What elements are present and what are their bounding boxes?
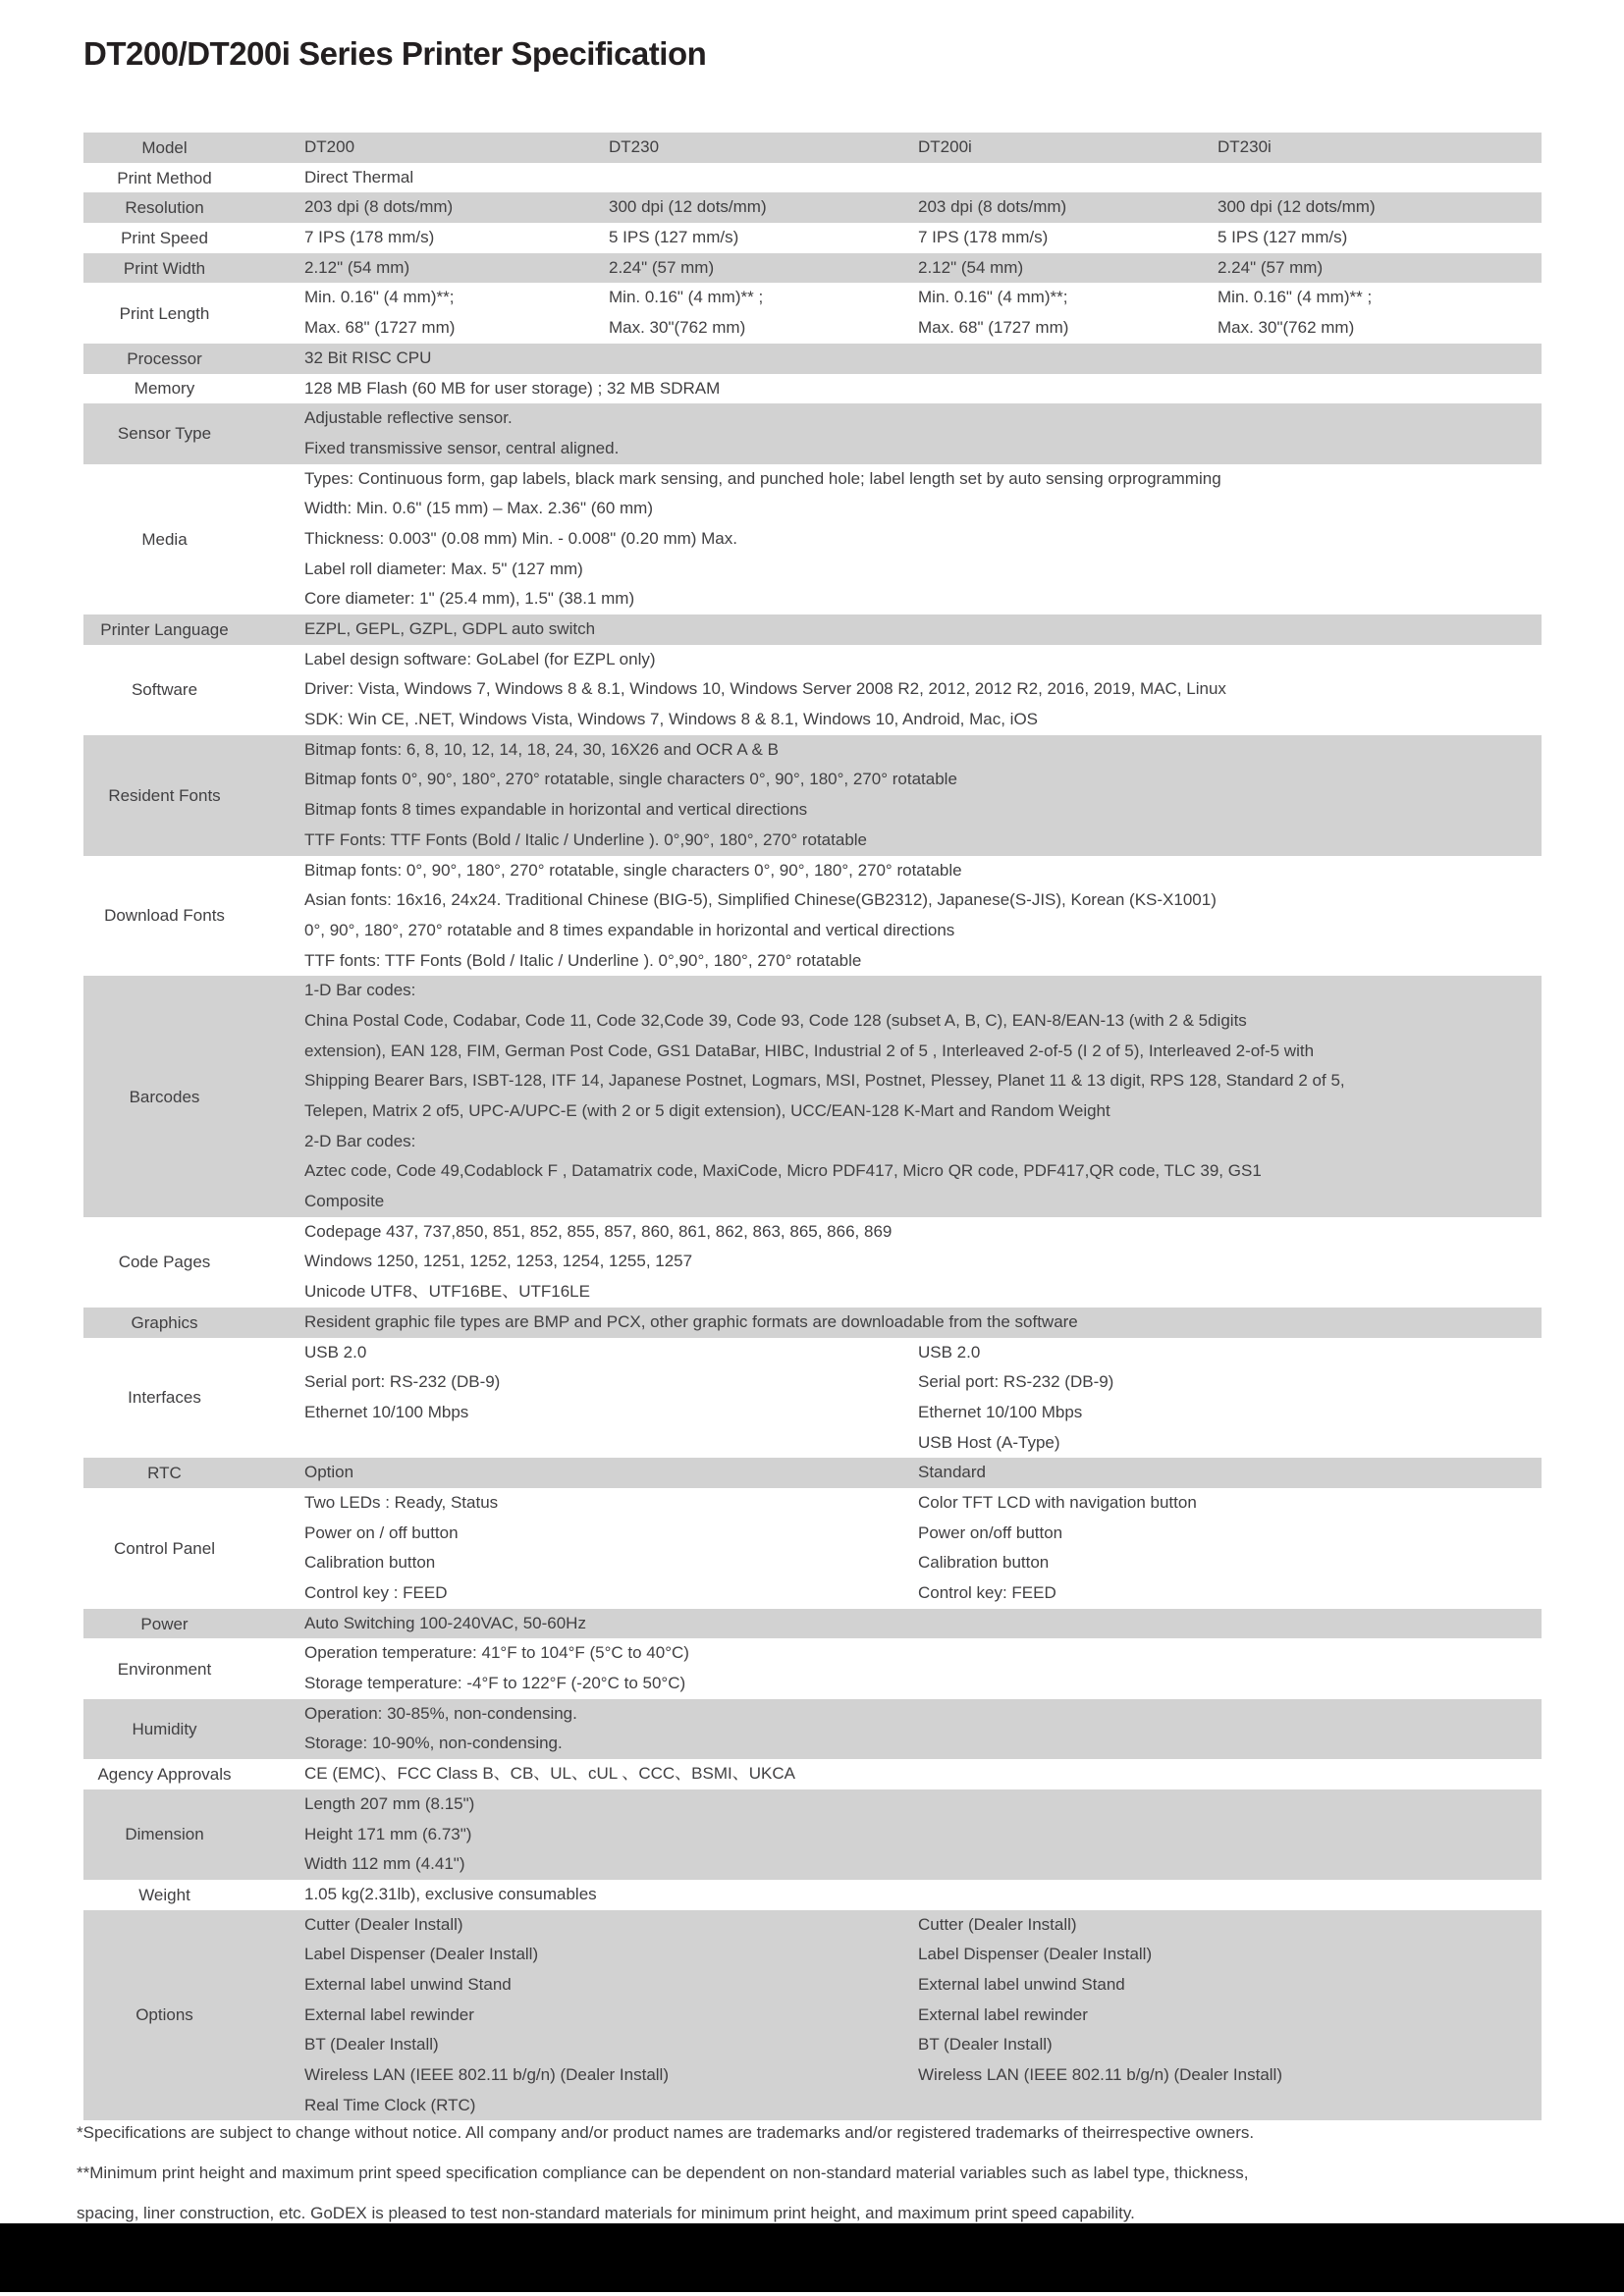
- spec-value: Codepage 437, 737,850, 851, 852, 855, 857, 860, 861, 862, 863, 865, 866, 869: [304, 1221, 893, 1241]
- row-label: Download Fonts: [104, 906, 225, 926]
- spec-value: 300 dpi (12 dots/mm): [609, 197, 767, 217]
- footnotes: [77, 2112, 1569, 2233]
- spec-value: Real Time Clock (RTC): [304, 2095, 476, 2114]
- spec-col: [918, 133, 1218, 163]
- spec-value: Min. 0.16" (4 mm)** ;: [609, 288, 764, 307]
- spec-value: Auto Switching 100-240VAC, 50-60Hz: [304, 1613, 586, 1632]
- row-content: [245, 976, 1542, 1217]
- spec-value: 0°, 90°, 180°, 270° rotatable and 8 times expandable in horizontal and vertical directions: [304, 920, 955, 939]
- spec-row-power: [83, 1609, 1542, 1639]
- spec-value: 203 dpi (8 dots/mm): [304, 197, 454, 217]
- row-content: [245, 735, 1542, 856]
- spec-value: External label rewinder: [918, 2004, 1088, 2024]
- spec-value: BT (Dealer Install): [918, 2035, 1053, 2055]
- spec-col: [1218, 283, 1542, 343]
- row-label: Memory: [134, 379, 195, 399]
- spec-value: Standard: [918, 1463, 986, 1482]
- page-title: DT200/DT200i Series Printer Specification: [83, 35, 707, 72]
- spec-row-software: [83, 645, 1542, 735]
- row-label: Print Length: [119, 303, 210, 323]
- spec-value: Power on / off button: [304, 1522, 459, 1542]
- spec-value: Fixed transmissive sensor, central aligned.: [304, 438, 620, 457]
- row-label: Agency Approvals: [97, 1764, 232, 1784]
- spec-value: USB Host (A-Type): [918, 1432, 1060, 1452]
- row-label: RTC: [147, 1464, 182, 1483]
- row-label: Resident Fonts: [108, 785, 221, 805]
- row-content: [245, 283, 1542, 343]
- spec-table: [83, 133, 1542, 2120]
- spec-row-model: [83, 133, 1542, 163]
- spec-value: Label roll diameter: Max. 5" (127 mm): [304, 559, 583, 578]
- spec-value: EZPL, GEPL, GZPL, GDPL auto switch: [304, 619, 596, 638]
- footnote-line: *Specifications are subject to change without notice. All company and/or product names are trademarks and/or registered trademarks of theirrespective owners.: [77, 2123, 1255, 2142]
- row-label: Model: [141, 137, 188, 157]
- spec-row-resolution: [83, 192, 1542, 223]
- spec-value: Asian fonts: 16x16, 24x24. Traditional Chinese (BIG-5), Simplified Chinese(GB2312), Japanese(S-JIS), Korean (KS-X1001): [304, 890, 1217, 910]
- spec-col: [918, 283, 1218, 343]
- spec-row-environment: [83, 1638, 1542, 1698]
- row-label: Printer Language: [100, 619, 229, 639]
- spec-value: Min. 0.16" (4 mm)** ;: [1218, 288, 1373, 307]
- spec-value: Serial port: RS-232 (DB-9): [304, 1372, 501, 1392]
- row-label: Options: [135, 2005, 193, 2025]
- row-label: Media: [141, 529, 188, 549]
- row-label: Sensor Type: [117, 424, 212, 444]
- footnote-line: spacing, liner construction, etc. GoDEX is pleased to test non-standard materials for minimum print height, and maximum print speed capability.: [77, 2204, 1135, 2222]
- spec-col-right: [918, 1488, 1542, 1609]
- row-content: [245, 645, 1542, 735]
- spec-col: [1218, 223, 1542, 253]
- spec-col-left: [304, 1910, 918, 2121]
- row-content: [245, 253, 1542, 284]
- spec-row-sensor-type: [83, 403, 1542, 463]
- spec-value: External label unwind Stand: [304, 1974, 512, 1994]
- spec-col-right: [918, 1910, 1542, 2121]
- spec-value: Power on/off button: [918, 1522, 1063, 1542]
- row-content: [245, 403, 1542, 463]
- spec-value: Control key: FEED: [918, 1583, 1056, 1602]
- spec-value: Bitmap fonts 0°, 90°, 180°, 270° rotatable, single characters 0°, 90°, 180°, 270° rotatable: [304, 770, 957, 789]
- spec-value: Windows 1250, 1251, 1252, 1253, 1254, 1255, 1257: [304, 1252, 693, 1271]
- spec-value: Types: Continuous form, gap labels, black mark sensing, and punched hole; label length set by auto sensing orprogramming: [304, 468, 1221, 488]
- spec-value: 2.12" (54 mm): [918, 257, 1024, 277]
- row-label: Dimension: [125, 1825, 204, 1844]
- spec-value: 7 IPS (178 mm/s): [918, 228, 1049, 247]
- row-content: [245, 163, 1542, 193]
- spec-value: DT200: [304, 137, 355, 156]
- spec-value: 5 IPS (127 mm/s): [1218, 228, 1348, 247]
- spec-value: Label design software: GoLabel (for EZPL only): [304, 649, 656, 668]
- spec-value: 7 IPS (178 mm/s): [304, 228, 435, 247]
- spec-value: External label rewinder: [304, 2004, 474, 2024]
- spec-value: TTF Fonts: TTF Fonts (Bold / Italic / Underline ). 0°,90°, 180°, 270° rotatable: [304, 829, 868, 849]
- spec-value: 32 Bit RISC CPU: [304, 347, 432, 367]
- spec-value: Driver: Vista, Windows 7, Windows 8 & 8.1, Windows 10, Windows Server 2008 R2, 2012, 2012 R2, 2016, 2019, MAC, Linux: [304, 679, 1226, 699]
- row-content: [245, 192, 1542, 223]
- spec-value: CE (EMC)、FCC Class B、CB、UL、cUL 、CCC、BSMI、UKCA: [304, 1764, 795, 1784]
- spec-value: Resident graphic file types are BMP and PCX, other graphic formats are downloadable from the software: [304, 1311, 1078, 1331]
- spec-col: [918, 223, 1218, 253]
- spec-col: [609, 253, 918, 284]
- spec-value: 2.24" (57 mm): [1218, 257, 1324, 277]
- row-content: [245, 464, 1542, 614]
- row-content: [245, 1458, 1542, 1488]
- spec-col-left: [304, 1338, 918, 1459]
- row-content: [245, 1910, 1542, 2121]
- row-content: [245, 856, 1542, 977]
- row-content: [245, 1699, 1542, 1759]
- spec-value: BT (Dealer Install): [304, 2035, 439, 2055]
- spec-value: Color TFT LCD with navigation button: [918, 1492, 1197, 1512]
- spec-row-print-length: [83, 283, 1542, 343]
- spec-value: Direct Thermal: [304, 167, 414, 187]
- spec-value: Min. 0.16" (4 mm)**;: [918, 288, 1068, 307]
- spec-value: Length 207 mm (8.15"): [304, 1793, 475, 1813]
- spec-value: Bitmap fonts: 6, 8, 10, 12, 14, 18, 24, 30, 16X26 and OCR A & B: [304, 739, 779, 759]
- spec-value: Calibration button: [918, 1553, 1050, 1573]
- spec-value: TTF fonts: TTF Fonts (Bold / Italic / Underline ). 0°,90°, 180°, 270° rotatable: [304, 950, 862, 970]
- spec-row-memory: [83, 374, 1542, 404]
- spec-value: Bitmap fonts: 0°, 90°, 180°, 270° rotatable, single characters 0°, 90°, 180°, 270° rotatable: [304, 860, 962, 880]
- spec-row-processor: [83, 344, 1542, 374]
- spec-value: Telepen, Matrix 2 of5, UPC-A/UPC-E (with 2 or 5 digit extension), UCC/EAN-128 K-Mart and Random Weight: [304, 1101, 1110, 1120]
- spec-row-print-speed: [83, 223, 1542, 253]
- spec-value: DT200i: [918, 137, 972, 156]
- spec-value: extension), EAN 128, FIM, German Post Code, GS1 DataBar, HIBC, Industrial 2 of 5 , Interleaved 2-of-5 (I 2 of 5), Interleaved 2-of-5 with: [304, 1041, 1315, 1060]
- footer-bar: [0, 2223, 1624, 2292]
- row-content: [245, 614, 1542, 645]
- spec-value: SDK: Win CE, .NET, Windows Vista, Windows 7, Windows 8 & 8.1, Windows 10, Android, Mac, iOS: [304, 710, 1039, 729]
- spec-col: [1218, 133, 1542, 163]
- spec-value: 2-D Bar codes:: [304, 1131, 416, 1150]
- row-content: [245, 133, 1542, 163]
- spec-row-resident-fonts: [83, 735, 1542, 856]
- spec-col: [304, 192, 609, 223]
- spec-value: Wireless LAN (IEEE 802.11 b/g/n) (Dealer Install): [304, 2065, 669, 2084]
- spec-value: Wireless LAN (IEEE 802.11 b/g/n) (Dealer Install): [918, 2065, 1282, 2084]
- spec-value: 2.24" (57 mm): [609, 257, 715, 277]
- spec-col: [609, 283, 918, 343]
- spec-col: [304, 283, 609, 343]
- spec-col: [304, 133, 609, 163]
- spec-value: 2.12" (54 mm): [304, 257, 410, 277]
- row-label: Interfaces: [128, 1388, 201, 1408]
- spec-col-right: [918, 1338, 1542, 1459]
- spec-value: Min. 0.16" (4 mm)**;: [304, 288, 455, 307]
- spec-value: China Postal Code, Codabar, Code 11, Code 32,Code 39, Code 93, Code 128 (subset A, B, C), EAN-8/EAN-13 (with 2 & 5digits: [304, 1010, 1247, 1030]
- row-label: Print Method: [117, 168, 212, 187]
- spec-value: Height 171 mm (6.73"): [304, 1824, 472, 1843]
- row-content: [245, 1488, 1542, 1609]
- spec-value: Serial port: RS-232 (DB-9): [918, 1372, 1114, 1392]
- spec-row-agency-approvals: [83, 1759, 1542, 1789]
- spec-row-barcodes: [83, 976, 1542, 1217]
- row-label: Graphics: [131, 1312, 198, 1332]
- spec-value: Unicode UTF8、UTF16BE、UTF16LE: [304, 1282, 590, 1302]
- spec-col: [609, 223, 918, 253]
- row-content: [245, 223, 1542, 253]
- spec-value: Core diameter: 1" (25.4 mm), 1.5" (38.1 mm): [304, 589, 635, 609]
- spec-value: Option: [304, 1463, 354, 1482]
- spec-row-humidity: [83, 1699, 1542, 1759]
- spec-value: DT230i: [1218, 137, 1272, 156]
- row-content: [245, 344, 1542, 374]
- spec-value: Control key : FEED: [304, 1583, 448, 1602]
- row-content: [245, 374, 1542, 404]
- spec-value: 5 IPS (127 mm/s): [609, 228, 739, 247]
- spec-col: [1218, 253, 1542, 284]
- row-label: Print Speed: [121, 228, 208, 247]
- row-label: Humidity: [132, 1719, 197, 1738]
- row-content: [245, 1338, 1542, 1459]
- spec-col-left: [304, 1458, 918, 1488]
- spec-value: 203 dpi (8 dots/mm): [918, 197, 1067, 217]
- row-content: [245, 1789, 1542, 1880]
- spec-row-print-width: [83, 253, 1542, 284]
- spec-row-graphics: [83, 1308, 1542, 1338]
- spec-value: Cutter (Dealer Install): [304, 1914, 463, 1934]
- spec-col: [304, 223, 609, 253]
- spec-col-right: [918, 1458, 1542, 1488]
- row-label: Print Width: [123, 258, 206, 278]
- spec-col-left: [304, 1488, 918, 1609]
- spec-value: Adjustable reflective sensor.: [304, 408, 513, 428]
- spec-value: Ethernet 10/100 Mbps: [304, 1402, 469, 1421]
- spec-row-options: [83, 1910, 1542, 2121]
- spec-value: 128 MB Flash (60 MB for user storage) ; 32 MB SDRAM: [304, 378, 721, 398]
- spec-value: 1.05 kg(2.31lb), exclusive consumables: [304, 1884, 597, 1903]
- spec-col: [609, 192, 918, 223]
- row-content: [245, 1217, 1542, 1308]
- spec-col: [609, 133, 918, 163]
- row-content: [245, 1609, 1542, 1639]
- spec-value: Shipping Bearer Bars, ISBT-128, ITF 14, Japanese Postnet, Logmars, MSI, Postnet, Plessey, Planet 11 & 13 digit, RPS 128, Standard 2 of 5,: [304, 1071, 1345, 1091]
- spec-value: 1-D Bar codes:: [304, 981, 416, 1000]
- spec-value: Cutter (Dealer Install): [918, 1914, 1077, 1934]
- row-label: Control Panel: [113, 1538, 215, 1558]
- spec-value: Storage: 10-90%, non-condensing.: [304, 1734, 563, 1753]
- row-label: Weight: [138, 1885, 190, 1904]
- spec-value: Thickness: 0.003" (0.08 mm) Min. - 0.008" (0.20 mm) Max.: [304, 528, 737, 548]
- spec-row-dimension: [83, 1789, 1542, 1880]
- spec-row-code-pages: [83, 1217, 1542, 1308]
- spec-value: Bitmap fonts 8 times expandable in horizontal and vertical directions: [304, 800, 808, 820]
- spec-value: Operation temperature: 41°F to 104°F (5°C to 40°C): [304, 1643, 689, 1663]
- spec-value: Calibration button: [304, 1553, 436, 1573]
- row-label: Environment: [117, 1659, 212, 1679]
- spec-value: Max. 30"(762 mm): [1218, 318, 1355, 338]
- row-label: Power: [140, 1614, 189, 1633]
- spec-row-print-method: [83, 163, 1542, 193]
- spec-row-media: [83, 464, 1542, 614]
- spec-row-printer-language: [83, 614, 1542, 645]
- spec-value: Max. 68" (1727 mm): [918, 318, 1069, 338]
- spec-col: [304, 253, 609, 284]
- spec-value: Width: Min. 0.6" (15 mm) – Max. 2.36" (60 mm): [304, 499, 653, 518]
- spec-value: USB 2.0: [918, 1342, 981, 1362]
- spec-value: Composite: [304, 1192, 385, 1211]
- row-label: Resolution: [125, 198, 204, 218]
- row-label: Software: [131, 680, 198, 700]
- spec-row-interfaces: [83, 1338, 1542, 1459]
- row-content: [245, 1308, 1542, 1338]
- row-content: [245, 1880, 1542, 1910]
- spec-value: Max. 30"(762 mm): [609, 318, 746, 338]
- spec-value: External label unwind Stand: [918, 1974, 1125, 1994]
- spec-value: DT230: [609, 137, 660, 156]
- spec-value: 300 dpi (12 dots/mm): [1218, 197, 1376, 217]
- row-content: [245, 1759, 1542, 1789]
- row-label: Processor: [127, 348, 202, 368]
- spec-row-rtc: [83, 1458, 1542, 1488]
- spec-value: Aztec code, Code 49,Codablock F , Datamatrix code, MaxiCode, Micro PDF417, Micro QR code, PDF417,QR code, TLC 39, GS1: [304, 1161, 1262, 1181]
- spec-value: Width 112 mm (4.41"): [304, 1854, 465, 1874]
- spec-value: Two LEDs : Ready, Status: [304, 1492, 499, 1512]
- spec-row-control-panel: [83, 1488, 1542, 1609]
- spec-col: [918, 192, 1218, 223]
- row-content: [245, 1638, 1542, 1698]
- spec-value: Operation: 30-85%, non-condensing.: [304, 1703, 577, 1723]
- spec-row-download-fonts: [83, 856, 1542, 977]
- spec-value: Max. 68" (1727 mm): [304, 318, 456, 338]
- spec-value: Storage temperature: -4°F to 122°F (-20°C to 50°C): [304, 1674, 686, 1693]
- spec-value: Label Dispenser (Dealer Install): [304, 1945, 539, 1964]
- spec-value: USB 2.0: [304, 1342, 367, 1362]
- spec-value: Label Dispenser (Dealer Install): [918, 1945, 1153, 1964]
- row-label: Barcodes: [129, 1087, 200, 1106]
- row-label: Code Pages: [118, 1253, 211, 1272]
- footnote-line: **Minimum print height and maximum print speed specification compliance can be dependent on non-standard material variables such as label type, thickness,: [77, 2163, 1249, 2182]
- spec-row-weight: [83, 1880, 1542, 1910]
- spec-value: Ethernet 10/100 Mbps: [918, 1402, 1083, 1421]
- spec-col: [918, 253, 1218, 284]
- spec-col: [1218, 192, 1542, 223]
